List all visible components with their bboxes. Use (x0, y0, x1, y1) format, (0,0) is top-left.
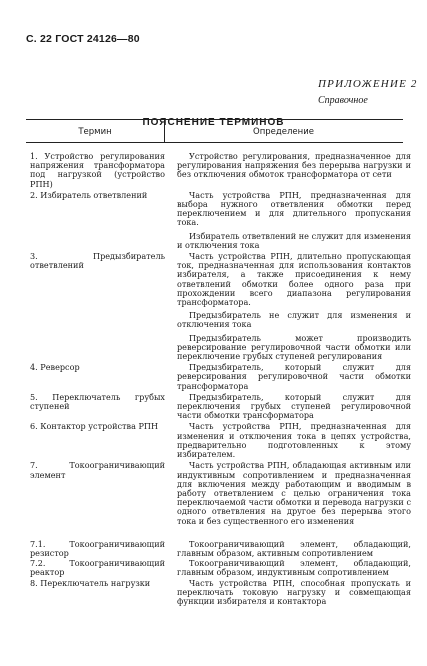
document-title: ПОЯСНЕНИЕ ТЕРМИНОВ (142, 117, 285, 128)
definition-paragraph: Часть устройства РПН, длительно пропускающая ток, предназначенная для использования контактов избирателя, а также присоединения к нему ответвлений обмотки более одного раза при прохождении всего диапазона регулирования трансформатора. (177, 251, 411, 308)
table-row (0, 559, 427, 577)
table-row (0, 461, 427, 525)
definition-paragraph: Предызбиратель, который служит для переключения грубых ступеней регулировочной части обмотки трансформатора (177, 391, 411, 421)
column-header-term: Термин (78, 127, 112, 137)
table-row (0, 152, 427, 189)
definition-paragraph: Предызбиратель не служит для изменения и отключения тока (177, 310, 411, 330)
definition-cell (177, 393, 411, 421)
definition-paragraph: Часть устройства РПН, обладающая активным или индуктивным сопротивлением и предназначенная для включения между работающим и вводимым в работу ответвлением с целью ограничения тока переключаемой части обмотки и перевода нагрузки с одного ответвления на другое без перерыва этого тока и без существенного его изменения (177, 460, 411, 526)
definition-cell (177, 152, 411, 189)
definition-paragraph: Часть устройства РПН, способная пропускать и переключать токовую нагрузку и совмещающая функции избирателя и контактора (177, 577, 411, 606)
term-cell: 3. Предызбиратель ответвлений (30, 251, 165, 271)
term-cell: 7. Токоограничивающий элемент (30, 460, 165, 480)
terms-table-body (0, 152, 427, 606)
definition-paragraph: Часть устройства РПН, предназначенная для изменения и отключения тока в цепях устройства, предварительно подготовленных к этому избирателем. (177, 421, 411, 460)
definition-cell (177, 363, 411, 391)
definition-cell (177, 422, 411, 459)
definition-cell (177, 540, 411, 558)
table-row (0, 579, 427, 607)
table-row (0, 191, 427, 250)
appendix-label: ПРИЛОЖЕНИЕ 2 (318, 78, 418, 90)
definition-paragraph: Предызбиратель, который служит для реверсирования регулировочной части обмотки трансформатора (177, 362, 411, 391)
table-row (0, 393, 427, 421)
term-cell: 7.1. Токоограничивающий резистор (30, 538, 165, 558)
table-row (0, 363, 427, 391)
page-header: С. 22 ГОСТ 24126—80 (26, 33, 140, 45)
definition-paragraph: Устройство регулирования, предназначенное для регулирования напряжения без перерыва нагрузки и без отключения обмоток трансформатора от сети (177, 151, 411, 180)
term-cell: 6. Контактор устройства РПН (30, 421, 159, 432)
definition-cell (177, 579, 411, 607)
table-row (0, 422, 427, 459)
definition-paragraph: Избиратель ответвлений не служит для изменения и отключения тока (177, 230, 411, 250)
term-cell: 4. Реверсор (30, 362, 80, 373)
term-cell: 2. Избиратель ответвлений (30, 189, 148, 200)
table-row (0, 540, 427, 558)
definition-paragraph: Предызбиратель может производить реверсирование регулировочной части обмотки или переключение грубых ступеней регулирования (177, 332, 411, 362)
term-cell: 1. Устройство регулирования напряжения трансформатора под нагрузкой (устройство РПН) (30, 151, 165, 189)
definition-paragraph: Часть устройства РПН, предназначенная для выбора нужного ответвления обмотки перед переключением и для длительного пропускания тока. (177, 189, 411, 228)
appendix-note: Справочное (318, 95, 368, 106)
definition-paragraph: Токоограничивающий элемент, обладающий, главным образом, активным сопротивлением (177, 538, 411, 558)
table-header-rule (26, 142, 403, 143)
term-cell: 5. Переключатель грубых ступеней (30, 391, 165, 412)
definition-paragraph: Токоограничивающий элемент, обладающий, главным образом, индуктивным сопротивлением (177, 558, 411, 578)
definition-cell (177, 461, 411, 525)
term-cell: 7.2. Токоограничивающий реактор (30, 558, 165, 578)
table-row (0, 252, 427, 361)
column-header-definition: Определение (253, 127, 314, 137)
definition-cell (177, 252, 411, 361)
table-top-rule (26, 119, 403, 120)
definition-cell (177, 559, 411, 577)
term-cell: 8. Переключатель нагрузки (30, 577, 151, 588)
definition-cell (177, 191, 411, 250)
